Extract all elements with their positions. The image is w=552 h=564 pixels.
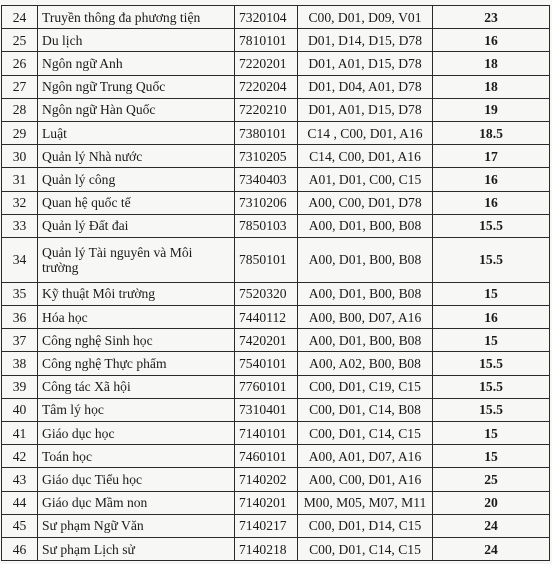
- major-name: Quan hệ quốc tế: [38, 191, 235, 214]
- major-code: 7320104: [235, 6, 298, 29]
- cutoff-score: 24: [433, 514, 550, 537]
- major-name: Công nghệ Thực phẩm: [38, 352, 235, 375]
- major-name: Quản lý công: [38, 168, 235, 191]
- table-row: [2, 445, 550, 468]
- cutoff-score: 20: [433, 491, 550, 514]
- table-row: [2, 306, 550, 329]
- row-number: 30: [2, 145, 38, 168]
- major-name: Quản lý Nhà nước: [38, 145, 235, 168]
- cutoff-score: 15.5: [433, 375, 550, 398]
- subject-combinations: C00, D01, C14, B08: [298, 398, 433, 421]
- cutoff-score: 16: [433, 306, 550, 329]
- major-name: Sư phạm Lịch sử: [38, 537, 235, 560]
- subject-combinations: D01, A01, D15, D78: [298, 98, 433, 121]
- table-row: [2, 6, 550, 29]
- cutoff-score: 25: [433, 468, 550, 491]
- subject-combinations: A00, A01, D07, A16: [298, 445, 433, 468]
- row-number: 37: [2, 329, 38, 352]
- row-number: 46: [2, 537, 38, 560]
- table-row: [2, 491, 550, 514]
- subject-combinations: D01, A01, D15, D78: [298, 52, 433, 75]
- major-code: 7140101: [235, 422, 298, 445]
- major-code: 7340403: [235, 168, 298, 191]
- table-row: [2, 352, 550, 375]
- subject-combinations: C00, D01, D09, V01: [298, 6, 433, 29]
- table-row: [2, 329, 550, 352]
- cutoff-score: 18.5: [433, 121, 550, 144]
- cutoff-score: 17: [433, 145, 550, 168]
- row-number: 38: [2, 352, 38, 375]
- major-code: 7220210: [235, 98, 298, 121]
- major-code: 7140201: [235, 491, 298, 514]
- table-row: [2, 282, 550, 305]
- admission-scores-table: [1, 5, 550, 561]
- cutoff-score: 23: [433, 6, 550, 29]
- major-name: Quản lý Tài nguyên và Môi trường: [38, 237, 235, 282]
- subject-combinations: D01, D14, D15, D78: [298, 29, 433, 52]
- subject-combinations: A01, D01, C00, C15: [298, 168, 433, 191]
- row-number: 35: [2, 282, 38, 305]
- major-code: 7310205: [235, 145, 298, 168]
- major-code: 7220201: [235, 52, 298, 75]
- table-row: [2, 398, 550, 421]
- table-row: [2, 168, 550, 191]
- table-row: [2, 52, 550, 75]
- major-name: Luật: [38, 121, 235, 144]
- table-row: [2, 145, 550, 168]
- table-row: [2, 468, 550, 491]
- cutoff-score: 18: [433, 75, 550, 98]
- row-number: 29: [2, 121, 38, 144]
- major-code: 7310206: [235, 191, 298, 214]
- table-row: [2, 537, 550, 560]
- table-row: [2, 237, 550, 282]
- major-name: Ngôn ngữ Hàn Quốc: [38, 98, 235, 121]
- subject-combinations: D01, D04, A01, D78: [298, 75, 433, 98]
- major-name: Sư phạm Ngữ Văn: [38, 514, 235, 537]
- major-name: Giáo dục học: [38, 422, 235, 445]
- cutoff-score: 15: [433, 422, 550, 445]
- cutoff-score: 18: [433, 52, 550, 75]
- major-name: Công tác Xã hội: [38, 375, 235, 398]
- major-name: Kỹ thuật Môi trường: [38, 282, 235, 305]
- row-number: 32: [2, 191, 38, 214]
- major-name: Du lịch: [38, 29, 235, 52]
- table-row: [2, 514, 550, 537]
- row-number: 33: [2, 214, 38, 237]
- major-code: 7420201: [235, 329, 298, 352]
- row-number: 40: [2, 398, 38, 421]
- major-code: 7140202: [235, 468, 298, 491]
- cutoff-score: 15.5: [433, 214, 550, 237]
- major-name: Quản lý Đất đai: [38, 214, 235, 237]
- row-number: 31: [2, 168, 38, 191]
- subject-combinations: A00, C00, D01, A16: [298, 468, 433, 491]
- major-code: 7540101: [235, 352, 298, 375]
- subject-combinations: A00, C00, D01, D78: [298, 191, 433, 214]
- row-number: 45: [2, 514, 38, 537]
- major-code: 7140217: [235, 514, 298, 537]
- major-code: 7220204: [235, 75, 298, 98]
- cutoff-score: 15: [433, 329, 550, 352]
- major-name: Giáo dục Tiểu học: [38, 468, 235, 491]
- table-row: [2, 422, 550, 445]
- table-row: [2, 191, 550, 214]
- table-body: [2, 6, 550, 561]
- table-row: [2, 121, 550, 144]
- table-row: [2, 29, 550, 52]
- major-code: 7460101: [235, 445, 298, 468]
- major-code: 7760101: [235, 375, 298, 398]
- row-number: 26: [2, 52, 38, 75]
- major-code: 7850103: [235, 214, 298, 237]
- major-code: 7440112: [235, 306, 298, 329]
- subject-combinations: C00, D01, D14, C15: [298, 514, 433, 537]
- subject-combinations: A00, D01, B00, B08: [298, 282, 433, 305]
- major-name: Truyền thông đa phương tiện: [38, 6, 235, 29]
- cutoff-score: 19: [433, 98, 550, 121]
- major-code: 7140218: [235, 537, 298, 560]
- cutoff-score: 16: [433, 191, 550, 214]
- subject-combinations: A00, D01, B00, B08: [298, 214, 433, 237]
- major-name: Giáo dục Mầm non: [38, 491, 235, 514]
- major-code: 7810101: [235, 29, 298, 52]
- table-row: [2, 214, 550, 237]
- row-number: 25: [2, 29, 38, 52]
- major-name: Công nghệ Sinh học: [38, 329, 235, 352]
- major-name: Toán học: [38, 445, 235, 468]
- subject-combinations: A00, D01, B00, B08: [298, 329, 433, 352]
- cutoff-score: 16: [433, 29, 550, 52]
- row-number: 27: [2, 75, 38, 98]
- row-number: 43: [2, 468, 38, 491]
- table-row: [2, 75, 550, 98]
- row-number: 28: [2, 98, 38, 121]
- subject-combinations: C00, D01, C19, C15: [298, 375, 433, 398]
- row-number: 41: [2, 422, 38, 445]
- cutoff-score: 15: [433, 445, 550, 468]
- subject-combinations: A00, D01, B00, B08: [298, 237, 433, 282]
- cutoff-score: 15.5: [433, 398, 550, 421]
- major-name: Ngôn ngữ Trung Quốc: [38, 75, 235, 98]
- cutoff-score: 15.5: [433, 237, 550, 282]
- subject-combinations: A00, A02, B00, B08: [298, 352, 433, 375]
- table-row: [2, 375, 550, 398]
- subject-combinations: C14 , C00, D01, A16: [298, 121, 433, 144]
- row-number: 44: [2, 491, 38, 514]
- major-code: 7310401: [235, 398, 298, 421]
- row-number: 36: [2, 306, 38, 329]
- table-row: [2, 98, 550, 121]
- cutoff-score: 15: [433, 282, 550, 305]
- major-name: Hóa học: [38, 306, 235, 329]
- major-code: 7380101: [235, 121, 298, 144]
- subject-combinations: C14, C00, D01, A16: [298, 145, 433, 168]
- subject-combinations: M00, M05, M07, M11: [298, 491, 433, 514]
- row-number: 42: [2, 445, 38, 468]
- row-number: 39: [2, 375, 38, 398]
- cutoff-score: 24: [433, 537, 550, 560]
- subject-combinations: A00, B00, D07, A16: [298, 306, 433, 329]
- row-number: 34: [2, 237, 38, 282]
- major-code: 7850101: [235, 237, 298, 282]
- major-name: Tâm lý học: [38, 398, 235, 421]
- cutoff-score: 15.5: [433, 352, 550, 375]
- major-code: 7520320: [235, 282, 298, 305]
- cutoff-score: 16: [433, 168, 550, 191]
- subject-combinations: C00, D01, C14, C15: [298, 537, 433, 560]
- major-name: Ngôn ngữ Anh: [38, 52, 235, 75]
- subject-combinations: C00, D01, C14, C15: [298, 422, 433, 445]
- row-number: 24: [2, 6, 38, 29]
